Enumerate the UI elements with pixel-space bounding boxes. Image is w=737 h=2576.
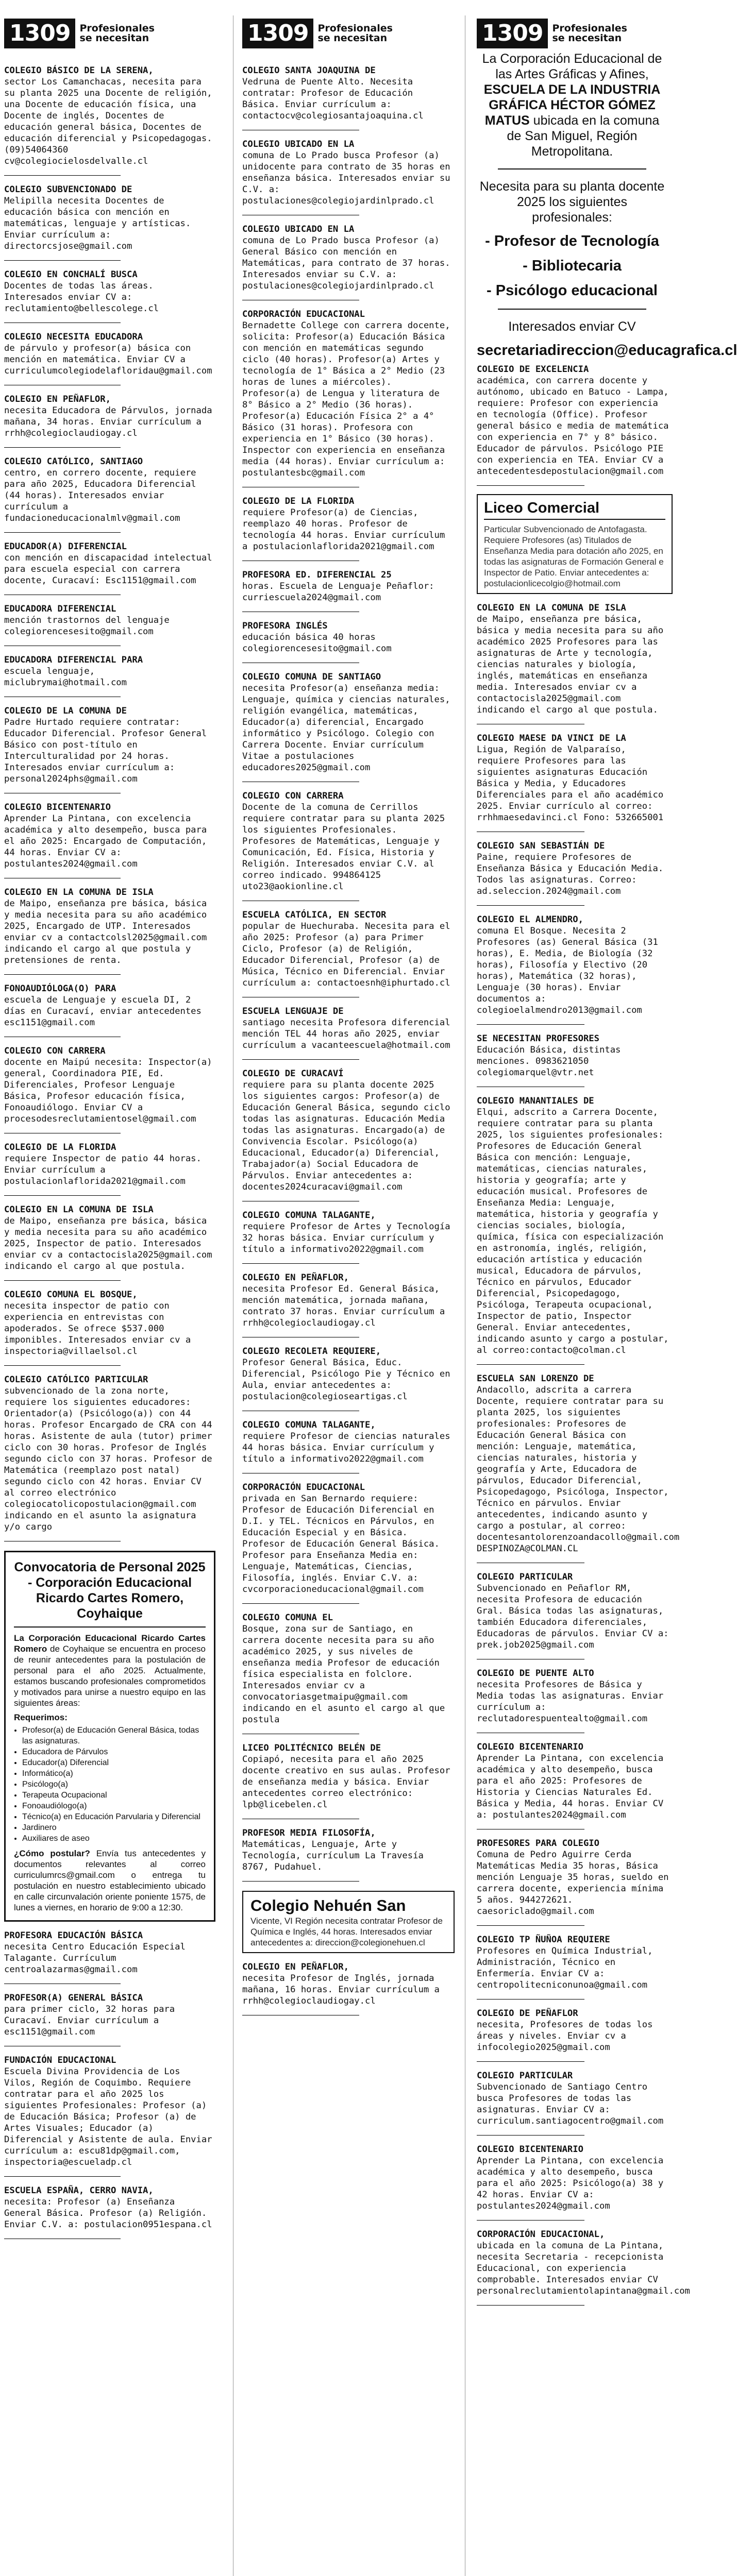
ad-title: FUNDACIÓN EDUCACIONAL bbox=[4, 2055, 116, 2065]
ad-body: Comuna de Pedro Aguirre Cerda Matemáticas Media 35 horas, Básica mención Lenguaje 35 horas, sueldo en carrera docente, experiencia mínima 5 años. 944272621. caesoriclado@gmail.com bbox=[477, 1850, 669, 1917]
ad-title: COLEGIO EL ALMENDRO, bbox=[477, 914, 583, 925]
ad-body: escuela de Lenguaje y escuela DI, 2 días en Curacaví, enviar antecedentes esc1151@gmail.com bbox=[4, 995, 202, 1028]
divider bbox=[498, 309, 647, 310]
ad-divider bbox=[242, 1881, 359, 1882]
ad-divider bbox=[477, 2220, 584, 2221]
ad-body: Melipilla necesita Docentes de educación básica con mención en matemáticas, lenguaje y artísticas. Enviar currículum a: directorcsjose@gmail.com bbox=[4, 196, 191, 251]
ad-body: Elqui, adscrito a Carrera Docente, requiere contratar para su planta 2025, los siguientes profesionales: Profesores de Educación General Básica con mención: Lenguaje, matemáticas, ciencias naturales, historia y geografía; arte y educación musical. Profesores de Enseñanza Media: Lenguaje, matemática, historia y geografía y ciencias sociales, biología, química, física con especialización en astronomía, inglés, religión, educación artística y educación musical, Educadora de párvulos, Técnico en párvulos, Educador Diferencial, Psicopedagogo, Psicóloga, Terapeuta ocupacional, Inspector de patio, Inspector General. Enviar antecedentes, indicando asunto y cargo a postular, al correo:contacto@colman.cl bbox=[477, 1107, 669, 1355]
ad-title: COLEGIO BICENTENARIO bbox=[477, 1742, 583, 1752]
ad-body: centro, en correro docente, requiere para año 2025, Educadora Diferencial (44 horas). Interesados enviar currículum a fundacioneducacionalmlv@gmail.com bbox=[4, 468, 196, 523]
liceo-title: Liceo Comercial bbox=[484, 499, 665, 520]
ad-title: COLEGIO NECESITA EDUCADORA bbox=[4, 332, 143, 342]
ad-divider bbox=[477, 1925, 584, 1926]
ad-title: ESCUELA ESPAÑA, CERRO NAVIA, bbox=[4, 2185, 154, 2196]
classified-ad bbox=[477, 1571, 673, 1651]
classified-ad bbox=[242, 1419, 455, 1465]
ad-body: mención trastornos del lenguaje colegiorencesesito@gmail.com bbox=[4, 615, 170, 637]
requirements-label: Requerimos: bbox=[14, 1713, 68, 1722]
ad-title: COLEGIO EN PEÑAFLOR, bbox=[4, 394, 111, 404]
ad-list bbox=[4, 57, 215, 2239]
section-number: 1309 bbox=[4, 19, 75, 48]
ad-divider bbox=[4, 447, 121, 448]
ad-title: COLEGIO COMUNA TALAGANTE, bbox=[242, 1420, 376, 1430]
section-header bbox=[4, 15, 155, 52]
liceo-body: Particular Subvencionado de Antofagasta. Requiere Profesores (as) Titulados de Enseñanza Media para dotación año 2025, en todas las asignaturas de Formación General e Inspector de Patio. Enviar antecedentes a: postulacionlicecolgio@hotmail.com bbox=[484, 524, 664, 588]
section-label: Profesionales se necesitan bbox=[317, 23, 393, 44]
ad-title: COLEGIO CATÓLICO, SANTIAGO bbox=[4, 456, 143, 467]
classified-ad bbox=[242, 139, 455, 207]
classified-ad bbox=[242, 1742, 455, 1810]
nehuen-title: Colegio Nehuén San bbox=[250, 1896, 406, 1914]
ad-body: Educación Básica, distintas menciones. 0983621050 colegiomarquel@vtr.net bbox=[477, 1045, 621, 1078]
ad-title: COLEGIO COMUNA DE SANTIAGO bbox=[242, 672, 381, 682]
classified-ad bbox=[477, 2070, 673, 2127]
ad-title: PROFESORES PARA COLEGIO bbox=[477, 1838, 599, 1849]
liceo-comercial-ad bbox=[477, 494, 673, 594]
classified-ad bbox=[4, 887, 215, 966]
classified-ad bbox=[4, 456, 215, 524]
section-header bbox=[242, 15, 393, 52]
convocatoria-ad bbox=[4, 1551, 215, 1922]
ad-body: requiere para su planta docente 2025 los siguientes cargos: Profesor(a) de Educación General Básica, segundo ciclo todas las asignaturas. Educación Media todas las asignaturas. Encargado(a) de Convivencia Escolar. Psicólogo(a) Educacional, Educador(a) Diferencial, Trabajador(a) Social Educadora de Párvulos. Enviar antecedentes a: docentes2024curacavi@gmail.com bbox=[242, 1080, 450, 1192]
ad-divider bbox=[4, 532, 121, 533]
classified-ad bbox=[477, 840, 673, 897]
ad-body: académica, con carrera docente y autónomo, ubicado en Batuco - Lampa, requiere: Profesor con experiencia en tecnología (Office). Profesor general básico e media de matemática con experiencia en 7° y 8° básico. Educador de párvulos. Psicólogo PIE con experiencia en TEA. Enviar CV a antecedentesdepostulacion@gmail.com bbox=[477, 376, 669, 477]
ad-body: de Maipo, enseñanza pre básica, básica y media necesita para su año académico 2025, Encargado de UTP. Interesados enviar cv a contactcolsl2025@gmail.com indicando el cargo al que postula y pretensiones de renta. bbox=[4, 899, 207, 965]
ad-body: requiere Profesor de Artes y Tecnología 32 horas básica. Enviar currículum y título a informativo2022@gmail.com bbox=[242, 1222, 450, 1255]
ad-title: CORPORACIÓN EDUCACIONAL bbox=[242, 1482, 365, 1493]
artes-contact-intro: Interesados enviar CV bbox=[508, 319, 636, 334]
ad-title: CORPORACIÓN EDUCACIONAL, bbox=[477, 2229, 605, 2240]
requirement-item: • Educadora de Párvulos bbox=[22, 1747, 206, 1757]
classified-ad bbox=[4, 1289, 215, 1357]
ad-body: Copiapó, necesita para el año 2025 docente creativo en sus aulas. Profesor de enseñanza media y básica. Enviar antecedentes correo electrónico: lpb@licebelen.cl bbox=[242, 1754, 450, 1810]
convocatoria-intro bbox=[14, 1633, 206, 1708]
ad-body: Andacollo, adscrita a carrera Docente, requiere contratar para su planta 2025, los siguientes profesionales: Profesores de Educación General Básica con mención: Lenguaje, matemática, ciencias naturales, historia y geografía y Arte, Educadora de párvulos, Educador Diferencial, Psicopedagogo, Psicóloga, Inspector, Técnico en párvulos. Enviar antecedentes, indicando asunto y cargo a postular, al correo: docentesantolorenzoandacollo@gmail.com DESPINOZA@COLMAN.CL bbox=[477, 1385, 680, 1554]
ad-divider bbox=[4, 175, 121, 176]
ad-title: COLEGIO TP ÑUÑOA REQUIERE bbox=[477, 1935, 610, 1945]
ad-body: Profesor General Básica, Educ. Diferencial, Psicólogo Pie y Técnico en Aula, enviar antecedentes a: postulacion@colegioseartigas.cl bbox=[242, 1358, 450, 1402]
ad-body: subvencionado de la zona norte, requiere los siguientes educadores: Orientador(a) (Psicólogo(a)) con 44 horas. Profesor Encargado de CRA con 44 horas. Asistente de aula (tutor) primer ciclo con 30 horas. Profesor de Inglés segundo ciclo con 37 horas. Profesor de Matemática (reemplazo post natal) segundo ciclo con 42 horas. Enviar CV al correo electrónico colegiocatolicopostulacion@gmail.com indicando en el asunto la asignatura y/o cargo bbox=[4, 1386, 212, 1532]
classified-ad bbox=[477, 364, 673, 477]
ad-body: sector Los Camanchacas, necesita para su planta 2025 una Docente de religión, una Docente de educación física, una Docente de inglés, Docentes de educación general básica, Docentes de educación diferencial y Psicopedagogas. (09)54064360 cv@colegiocielosdelvalle.cl bbox=[4, 77, 212, 166]
ad-divider bbox=[4, 260, 121, 261]
artes-role: - Profesor de Tecnología bbox=[485, 233, 659, 249]
classified-ad bbox=[477, 2144, 673, 2212]
ad-body: requiere Inspector de patio 44 horas. Enviar currículum a postulacionlaflorida2021@gmail.com bbox=[4, 1154, 202, 1187]
ad-title: ESCUELA CATÓLICA, EN SECTOR bbox=[242, 910, 387, 920]
classified-ad bbox=[242, 1272, 455, 1329]
artes-graficas-ad bbox=[477, 49, 737, 359]
ad-body: Vedruna de Puente Alto. Necesita contratar: Profesor de Educación Básica. Enviar currículum a: contactocv@colegiosantajoaquina.cl bbox=[242, 77, 424, 121]
ad-title: COLEGIO MANANTIALES DE bbox=[477, 1096, 594, 1106]
classified-ad bbox=[242, 1006, 455, 1051]
ad-body: Aprender La Pintana, con excelencia académica y alto desempeño, busca para el año 2025: Psicólogo(a) 38 y 42 horas. Enviar CV a: postulantes2024@gmail.com bbox=[477, 2156, 664, 2211]
section-header bbox=[477, 15, 627, 52]
ad-divider bbox=[242, 1059, 359, 1060]
classified-ad bbox=[4, 1045, 215, 1125]
ad-title: COLEGIO CATÓLICO PARTICULAR bbox=[4, 1375, 148, 1385]
ad-body: necesita Profesor de Inglés, jornada mañana, 16 horas. Enviar currículum a rrhh@colegioclaudiogay.cl bbox=[242, 1973, 440, 2006]
convocatoria-intro-text: de Coyhaique se encuentra en proceso de reunir antecedentes para la postulación de personal para el año 2025. Actualmente, estamos buscando profesionales comprometidos y motivados para unirse a nuestro equipo en las siguientes áreas: bbox=[14, 1644, 206, 1708]
ad-title: EDUCADOR(A) DIFERENCIAL bbox=[4, 541, 127, 552]
ad-body: Subvencionado de Santiago Centro busca Profesores de todas las asignaturas. Enviar CV a: curriculum.santiagocentro@gmail.com bbox=[477, 2082, 664, 2126]
ad-title: EDUCADORA DIFERENCIAL PARA bbox=[4, 655, 143, 665]
ad-title: COLEGIO DE PEÑAFLOR bbox=[477, 2008, 578, 2019]
ad-title: COLEGIO CON CARRERA bbox=[242, 791, 344, 801]
convocatoria-title: Convocatoria de Personal 2025 - Corporación Educacional Ricardo Cartes Romero, Coyhaique bbox=[14, 1560, 206, 1621]
ad-title: COLEGIO DE LA FLORIDA bbox=[4, 1142, 116, 1153]
classified-ad bbox=[477, 2229, 690, 2297]
section-number: 1309 bbox=[477, 19, 548, 48]
artes-contact-email[interactable]: secretariadireccion@educagrafica.cl bbox=[477, 342, 737, 359]
ad-title: COLEGIO COMUNA EL BOSQUE, bbox=[4, 1290, 138, 1300]
classified-ad bbox=[242, 1210, 455, 1255]
classified-ad bbox=[4, 331, 215, 377]
convocatoria-closing-bold: ¿Cómo postular? bbox=[14, 1849, 90, 1858]
ad-divider bbox=[477, 2061, 584, 2062]
ad-title: COLEGIO DE LA FLORIDA bbox=[242, 496, 355, 506]
ad-title: COLEGIO EN LA COMUNA DE ISLA bbox=[477, 603, 626, 613]
classified-ad bbox=[477, 1741, 673, 1821]
ad-body: santiago necesita Profesora diferencial mención TEL 44 horas año 2025, enviar currículum a vacanteescuela@hotmail.com bbox=[242, 1018, 450, 1050]
ad-title: COLEGIO UBICADO EN LA bbox=[242, 224, 355, 234]
ad-body: horas. Escuela de Lenguaje Peñaflor: curriescuela2024@gmail.com bbox=[242, 581, 434, 603]
ad-title: COLEGIO PARTICULAR bbox=[477, 2071, 573, 2081]
ad-title: COLEGIO EN PEÑAFLOR, bbox=[242, 1273, 349, 1283]
convocatoria-closing bbox=[14, 1848, 206, 1913]
ad-title: COLEGIO SUBVENCIONADO DE bbox=[4, 184, 132, 195]
ad-title: COLEGIO EN LA COMUNA DE ISLA bbox=[4, 887, 154, 897]
requirement-item: • Educador(a) Diferencial bbox=[22, 1757, 206, 1768]
classified-ad bbox=[242, 65, 455, 122]
ad-body: necesita Profesor(a) enseñanza media: Lenguaje, química y ciencias naturales, religión evangélica, matemáticas, Educador(a) diferencial, Encargado informático y Psicólogo. Colegio con Carrera Docente. Enviar currículum Vitae a postulaciones educadores2025@gmail.com bbox=[242, 683, 450, 773]
classified-ad bbox=[4, 269, 215, 314]
classified-ad bbox=[477, 1838, 673, 1917]
requirement-item: • Técnico(a) en Educación Parvularia y Diferencial bbox=[22, 1811, 206, 1822]
ad-divider bbox=[4, 974, 121, 975]
column-3 bbox=[477, 355, 690, 2576]
ad-title: CORPORACIÓN EDUCACIONAL bbox=[242, 309, 365, 319]
ad-body: Bernadette College con carrera docente, solicita: Profesor(a) Educación Básica con mención en matemáticas segundo ciclo (40 horas). Profesor(a) Artes y tecnología de 1° Básica a 2° Medio (23 horas de lunes a miércoles). Profesor(a) de Lengua y literatura de 8° Básico a 2° Medio (36 horas). Profesor(a) Educación Física 2° a 4° Básico (31 horas). Profesora con experiencia en 1° Básico (30 horas). Inspector con experiencia en enseñanza media (44 horas). Enviar currículum a: postulantesbc@gmail.com bbox=[242, 320, 450, 478]
ad-body: necesita Profesores de Básica y Media todas las asignaturas. Enviar currículum a: reclutadorespuentealto@gmail.com bbox=[477, 1680, 664, 1724]
ad-body: comuna de Lo Prado busca Profesor (a) General Básico con mención en Matemáticas, para contrato de 37 horas. Interesados enviar su C.V. a: postulaciones@colegiojardinlprado.cl bbox=[242, 235, 450, 291]
requirement-item: • Psicólogo(a) bbox=[22, 1779, 206, 1790]
ad-divider bbox=[477, 2305, 584, 2306]
ad-body: requiere Profesor de ciencias naturales 44 horas básica. Enviar currículum y título a informativo2022@gmail.com bbox=[242, 1431, 450, 1464]
artes-role: - Bibliotecaria bbox=[523, 258, 622, 274]
ad-body: de Maipo, enseñanza pre básica, básica y media necesita para su año académico 2025 Profesores para las asignaturas de Arte y tecnología, ciencias naturales y biología, inglés, matemáticas en enseñanza media. Interesados enviar cv a contactocisla2025@gmail.com indicando el cargo al que postula. bbox=[477, 614, 664, 715]
classified-ad bbox=[242, 620, 455, 654]
section-label: Profesionales se necesitan bbox=[79, 23, 155, 44]
ad-title: FONOAUDIÓLOGA(O) PARA bbox=[4, 984, 116, 994]
ad-title: COLEGIO DE PUENTE ALTO bbox=[477, 1668, 594, 1679]
artes-need: Necesita para su planta docente 2025 los siguientes profesionales: bbox=[479, 179, 665, 225]
ad-title: ESCUELA LENGUAJE DE bbox=[242, 1006, 344, 1016]
ad-title: COLEGIO EN LA COMUNA DE ISLA bbox=[4, 1205, 154, 1215]
ad-body: popular de Huechuraba. Necesita para el año 2025: Profesor (a) para Primer Ciclo, Profesor (a) de Religión, Educador Diferencial, Profesor (a) de Música, Técnico en Diferencial. Enviar currículum a: contactoesnh@iphurtado.cl bbox=[242, 921, 450, 988]
classified-ad bbox=[477, 1934, 673, 1991]
ad-divider bbox=[477, 1364, 584, 1365]
ad-body: de Maipo, enseñanza pre básica, básica y media necesita para su año académico 2025, Inspector de patio. Interesados enviar cv a contactocisla2025@gmail.com indicando el cargo al que postula. bbox=[4, 1216, 212, 1272]
ad-title: COLEGIO DE LA COMUNA DE bbox=[4, 706, 127, 716]
ad-divider bbox=[4, 2176, 121, 2177]
ad-body: docente en Maipú necesita: Inspector(a) general, Coordinadora PIE, Ed. Diferenciales, Profesor Lenguaje Básica, Profesor educación física, Fonoaudiólogo. Enviar CV a procesodesreclutamientosel@gmail.com bbox=[4, 1057, 212, 1124]
ad-divider bbox=[4, 1195, 121, 1196]
ad-body: Bosque, zona sur de Santiago, en carrera docente necesita para su año académico 2025, y sus niveles de enseñanza media Profesor de educación física especialista en folclore. Interesados enviar cv a convocatoriasgetmaipu@gmail.com indicando en el asunto el cargo al que postula bbox=[242, 1624, 445, 1725]
ad-title: COLEGIO BICENTENARIO bbox=[477, 2144, 583, 2155]
ad-body: necesita inspector de patio con experiencia en entrevistas con apoderados. Se ofrece $537.000 imponibles. Interesados enviar cv a inspectoria@villaelsol.cl bbox=[4, 1301, 191, 1357]
classified-ad bbox=[4, 1142, 215, 1187]
ad-body: necesita, Profesores de todas los áreas y niveles. Enviar cv a infocolegio2025@gmail.com bbox=[477, 2020, 653, 2053]
ad-title: SE NECESITAN PROFESORES bbox=[477, 1033, 599, 1044]
classified-ad bbox=[4, 983, 215, 1028]
ad-body: Subvencionado en Peñaflor RM, necesita Profesora de educación Gral. Básica todas las asignaturas, también Educadora diferenciales, Educadoras de párvulos. Enviar CV a: prek.job2025@gmail.com bbox=[477, 1583, 669, 1650]
classified-ad bbox=[242, 909, 455, 989]
ad-body: necesita Educadora de Párvulos, jornada mañana, 34 horas. Enviar currículum a rrhh@colegioclaudiogay.cl bbox=[4, 405, 212, 438]
classified-ad bbox=[242, 309, 455, 479]
classified-ad bbox=[4, 705, 215, 785]
requirements-list bbox=[22, 1725, 206, 1844]
ad-body: Aprender La Pintana, con excelencia académica y alto desempeño, busca para el año 2025: Profesores de Historia y Ciencias Naturales Ed. Básica y Media, 44 horas. Enviar CV a: postulantes2024@gmail.com bbox=[477, 1753, 664, 1820]
ad-body: necesita Profesor Ed. General Básica, mención matemática, jornada mañana, contrato 37 horas. Enviar currículum a rrhh@colegioclaudiogay.cl bbox=[242, 1284, 445, 1328]
classified-ad bbox=[477, 1095, 673, 1356]
classified-ad bbox=[4, 2185, 215, 2230]
ad-title: COLEGIO DE EXCELENCIA bbox=[477, 364, 589, 375]
ad-title: PROFESOR(A) GENERAL BÁSICA bbox=[4, 1993, 143, 2003]
classified-ad bbox=[477, 1373, 680, 1554]
artes-role: - Psicólogo educacional bbox=[487, 282, 658, 299]
classified-ad bbox=[4, 394, 215, 439]
ad-title: COLEGIO COMUNA EL bbox=[242, 1613, 333, 1623]
ad-title: PROFESOR MEDIA FILOSOFÍA, bbox=[242, 1828, 376, 1838]
ad-title: COLEGIO PARTICULAR bbox=[477, 1572, 573, 1582]
ad-title: COLEGIO EN CONCHALÍ BUSCA bbox=[4, 269, 138, 280]
classified-ad bbox=[242, 496, 455, 552]
ad-body: para primer ciclo, 32 horas para Curacaví. Enviar currículum a esc1151@gmail.com bbox=[4, 2004, 175, 2037]
ad-body: requiere Profesor(a) de Ciencias, reemplazo 40 horas. Profesor de tecnología 44 horas. Enviar currículum a postulacionlaflorida2021@gmail.com bbox=[242, 507, 445, 552]
ad-body: Paine, requiere Profesores de Enseñanza Básica y Educación Media. Todos las asignaturas. Correo: ad.seleccion.2024@gmail.com bbox=[477, 852, 664, 896]
ad-title: COLEGIO SAN SEBASTIÁN DE bbox=[477, 841, 605, 851]
nehuen-body: Vicente, VI Región necesita contratar Profesor de Química e Inglés, 44 horas. Interesados enviar antecedentes a: direccion@colegionehuen.cl bbox=[250, 1916, 443, 1947]
divider bbox=[14, 1626, 206, 1628]
classified-ad bbox=[242, 1961, 455, 2007]
classified-ad bbox=[4, 1992, 215, 2038]
classified-ad bbox=[4, 802, 215, 870]
ad-divider bbox=[242, 1603, 359, 1604]
ad-title: COLEGIO EN PEÑAFLOR, bbox=[242, 1962, 349, 1972]
classified-ad bbox=[242, 1346, 455, 1402]
ad-body: Escuela Divina Providencia de Los Vilos, Región de Coquimbo. Requiere contratar para el año 2025 los siguientes Profesionales: Profesor (a) de Educación Básica; Profesor (a) de Artes Visuales; Educador (a) Diferencial y Asistente de aula. Enviar currículum a: escu81dp@gmail.com, inspectoria@escueladp.cl bbox=[4, 2066, 212, 2167]
ad-title: COLEGIO SANTA JOAQUINA DE bbox=[242, 65, 376, 76]
classified-ad bbox=[4, 1204, 215, 1272]
ad-list bbox=[477, 355, 690, 2306]
ad-title: COLEGIO MAESE DA VINCI DE LA bbox=[477, 733, 626, 743]
classified-ad bbox=[242, 1612, 455, 1725]
nehuen-ad bbox=[242, 1891, 455, 1953]
ad-divider bbox=[477, 1024, 584, 1025]
ad-title: PROFESORA EDUCACIÓN BÁSICA bbox=[4, 1930, 143, 1941]
artes-intro: La Corporación Educacional de las Artes Gráficas y Afines, ESCUELA DE LA INDUSTRIA GRÁFICA HÉCTOR GÓMEZ MATUS ubicada en la comuna de San Miguel, Región Metropolitana. bbox=[482, 52, 662, 159]
classified-ad bbox=[4, 1930, 215, 1975]
classified-ad bbox=[4, 65, 215, 167]
ad-body: comuna El Bosque. Necesita 2 Profesores (as) General Básica (31 horas), E. Media, de Biología (32 horas), Filosofía y Electivo (20 horas), Matemática (32 horas), Lenguaje (30 horas). Enviar documentos a: colegioelalmendro2013@gmail.com bbox=[477, 926, 658, 1015]
classified-ad bbox=[242, 1068, 455, 1193]
classified-ad bbox=[242, 569, 455, 603]
classified-ad bbox=[477, 1033, 673, 1078]
requirement-item: • Jardinero bbox=[22, 1822, 206, 1833]
classified-ad bbox=[242, 790, 455, 892]
classified-ad bbox=[4, 2055, 215, 2168]
ad-body: comuna de Lo Prado busca Profesor (a) unidocente para contrato de 35 horas en enseñanza básica. Interesados enviar su C.V. a: postulaciones@colegiojardinlprado.cl bbox=[242, 150, 450, 206]
ad-body: privada en San Bernardo requiere: Profesor de Educación Diferencial en D.I. y TEL. Técnicos en Párvulos, en Educación Especial y en Básica. Profesor de Educación General Básica. Profesor para Enseñanza Media en: Lenguaje, Matemáticas, Ciencias, Filosofía, inglés. Enviar C.V. a: cvcorporacioneducacional@gmail.com bbox=[242, 1494, 440, 1595]
requirement-item: • Profesor(a) de Educación General Básica, todas las asignaturas. bbox=[22, 1725, 206, 1747]
ad-body: Padre Hurtado requiere contratar: Educador Diferencial. Profesor General Básico con post-título en Interculturalidad por 24 horas. Interesados enviar currículum a: personal2024phs@gmail.com bbox=[4, 717, 207, 784]
ad-body: con mención en discapacidad intelectual para escuela especial con carrera docente, Curacaví: Esc1151@gmail.com bbox=[4, 553, 212, 586]
classified-ad bbox=[477, 733, 673, 823]
classified-ad bbox=[4, 654, 215, 688]
ad-body: Ligua, Región de Valparaíso, requiere Profesores para las siguientes asignaturas Educación Básica y Media, y Educadores Diferenciales para el año académico 2025. Enviar currículo al correo: rrhhmaesedavinci.cl Fono: 532665001 bbox=[477, 744, 664, 823]
ad-body: de párvulo y profesor(a) básica con mención en matemática. Enviar CV a curriculumcolegiodelafloridau@gmail.com bbox=[4, 343, 212, 376]
section-label: Profesionales se necesitan bbox=[552, 23, 627, 44]
ad-title: COLEGIO CON CARRERA bbox=[4, 1046, 106, 1056]
ad-title: COLEGIO UBICADO EN LA bbox=[242, 139, 355, 149]
classified-ad bbox=[242, 1827, 455, 1873]
classified-ad bbox=[242, 1482, 455, 1595]
requirement-item: • Fonoaudiólogo(a) bbox=[22, 1801, 206, 1811]
classified-ad bbox=[242, 224, 455, 292]
classified-ad bbox=[477, 602, 673, 716]
classified-ad bbox=[4, 184, 215, 252]
section-number: 1309 bbox=[242, 19, 313, 48]
convocatoria-intro-bold: La Corporación Educacional Ricardo Cartes Romero bbox=[14, 1633, 206, 1654]
ad-title: COLEGIO BICENTENARIO bbox=[4, 802, 111, 812]
ad-title: LICEO POLITÉCNICO BELÉN DE bbox=[242, 1743, 381, 1753]
divider bbox=[498, 168, 647, 170]
ad-divider bbox=[4, 1365, 121, 1366]
ad-body: Docentes de todas las áreas. Interesados enviar CV a: reclutamiento@bellescolege.cl bbox=[4, 281, 159, 314]
ad-title: EDUCADORA DIFERENCIAL bbox=[4, 604, 116, 614]
ad-list bbox=[242, 57, 455, 2015]
column-2 bbox=[242, 57, 455, 2576]
classified-ad bbox=[477, 914, 673, 1016]
ad-body: necesita Centro Educación Especial Talagante. Currículum centroalazarmas@gmail.com bbox=[4, 1942, 186, 1975]
ad-body: escuela lenguaje, miclubrymai@hotmail.com bbox=[4, 666, 127, 688]
ad-divider bbox=[242, 1263, 359, 1264]
ad-divider bbox=[4, 1280, 121, 1281]
ad-divider bbox=[477, 2135, 584, 2136]
classified-ad bbox=[477, 1668, 673, 1724]
classified-ad bbox=[242, 671, 455, 773]
ad-body: necesita: Profesor (a) Enseñanza General Básica. Profesor (a) Religión. Enviar C.V. a: postulacion0951espana.cl bbox=[4, 2197, 212, 2230]
ad-title: COLEGIO COMUNA TALAGANTE, bbox=[242, 1210, 376, 1221]
classified-ad bbox=[4, 1374, 215, 1533]
ad-body: Docente de la comuna de Cerrillos requiere contratar para su planta 2025 los siguientes Profesionales. Profesores de Matemáticas, Lenguaje y Comunicación, Ed. Física, Historia y Religión. Interesados enviar C.V. al correo indicado. 994864125 uto23@aokionline.cl bbox=[242, 802, 445, 892]
ad-body: Profesores en Química Industrial, Administración, Técnico en Enfermería. Enviar CV a: centropolitecniconunoa@gmail.com bbox=[477, 1946, 653, 1990]
ad-title: COLEGIO RECOLETA REQUIERE, bbox=[242, 1346, 381, 1357]
ad-title: ESCUELA SAN LORENZO DE bbox=[477, 1374, 594, 1384]
ad-body: Aprender La Pintana, con excelencia académica y alto desempeño, busca para el año 2025: Encargado de Computación, 44 horas. Enviar CV a: postulantes2024@gmail.com bbox=[4, 814, 207, 869]
requirement-item: • Terapeuta Ocupacional bbox=[22, 1790, 206, 1801]
ad-divider bbox=[477, 905, 584, 906]
ad-body: educación básica 40 horas colegiorencesesito@gmail.com bbox=[242, 632, 392, 654]
ad-body: ubicada en la comuna de La Pintana, necesita Secretaria - recepcionista Educacional, con experiencia comprobable. Interesados enviar CV personalreclutamientolapintana@gmail.com bbox=[477, 2241, 690, 2296]
ad-title: PROFESORA ED. DIFERENCIAL 25 bbox=[242, 570, 392, 580]
requirement-item: • Auxiliares de aseo bbox=[22, 1833, 206, 1844]
classified-ad bbox=[477, 2008, 673, 2053]
column-1 bbox=[4, 57, 215, 2576]
requirement-item: • Informático(a) bbox=[22, 1768, 206, 1779]
ad-title: PROFESORA INGLÉS bbox=[242, 621, 328, 631]
ad-title: COLEGIO BÁSICO DE LA SERENA, bbox=[4, 65, 154, 76]
convocatoria-closing-text: Envía tus antecedentes y documentos relevantes al correo curriculumrcs@gmail.com o entrega tu postulación en nuestro establecimiento ubicado en calle circunvalación oriente poniente 1575, de lunes a viernes, en horario de 9:00 a 12:30. bbox=[14, 1849, 206, 1912]
ad-title: COLEGIO DE CURACAVÍ bbox=[242, 1069, 344, 1079]
ad-divider bbox=[477, 485, 584, 486]
classified-ad bbox=[4, 603, 215, 637]
ad-body: Matemáticas, Lenguaje, Arte y Tecnología, currículum La Travesía 8767, Pudahuel. bbox=[242, 1839, 424, 1872]
classified-ad bbox=[4, 541, 215, 586]
